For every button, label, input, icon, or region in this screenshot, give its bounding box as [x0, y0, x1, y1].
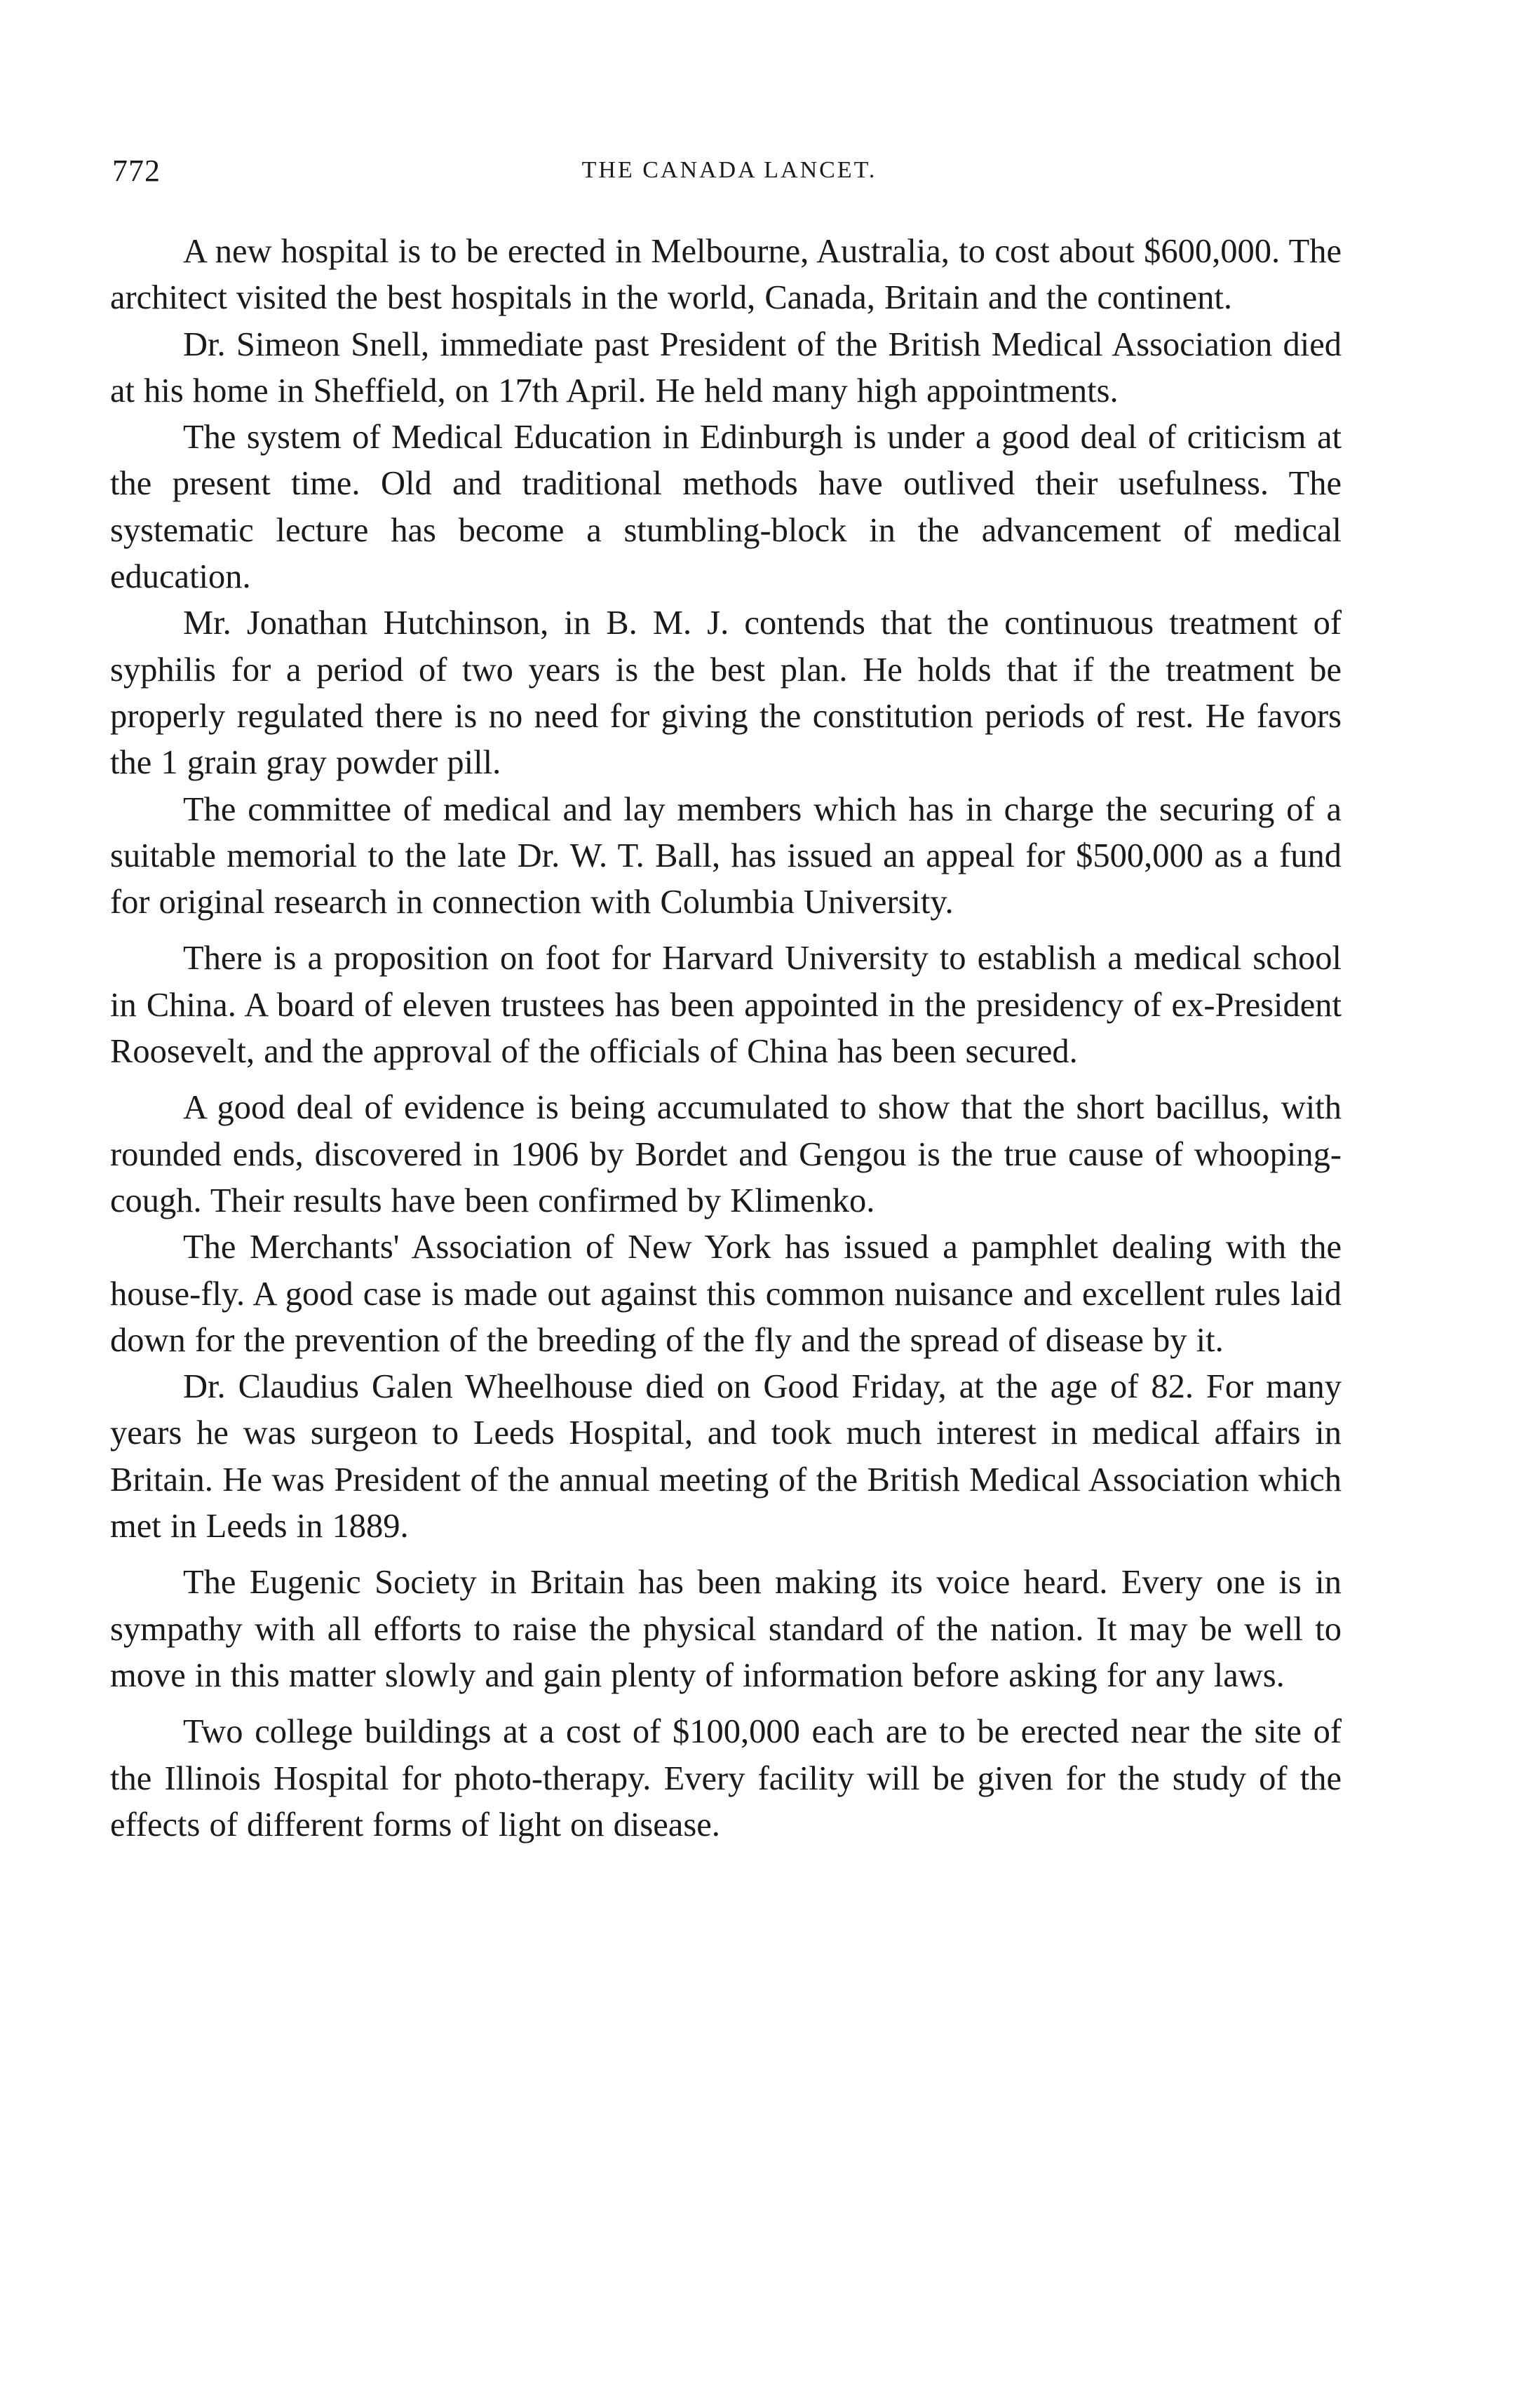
- paragraph-wheelhouse: Dr. Claudius Galen Wheelhouse died on Good Friday, at the age of 82. For many years he was surgeon to Leeds Hospital, and took much interest in medical affairs in Britain. He was President of the annual meeting of the British Medical Association which met in Leeds in 1889.: [110, 1368, 1342, 1545]
- page-number: 772: [112, 154, 161, 188]
- paragraph-house-fly: The Merchants' Association of New York has issued a pamphlet dealing with the house-fly. A good case is made out against this common nuisance and excellent rules laid down for the prevention of the breeding of the fly and the spread of disease by it.: [110, 1229, 1342, 1359]
- article-body: [110, 229, 1342, 1848]
- paragraph-simeon-snell: Dr. Simeon Snell, immediate past President of the British Medical Association died at his home in Sheffield, on 17th April. He held many high appointments.: [110, 325, 1342, 410]
- paragraph-eugenic-society: The Eugenic Society in Britain has been making its voice heard. Every one is in sympathy with all efforts to raise the physical standard of the nation. It may be well to move in this matter slowly and gain plenty of information before asking for any laws.: [110, 1564, 1342, 1694]
- paragraph-hutchinson-syphilis: Mr. Jonathan Hutchinson, in B. M. J. contends that the continuous treatment of syphilis for a period of two years is the best plan. He holds that if the treatment be properly regulated there is no need for giving the constitution periods of rest. He favors the 1 grain gray powder pill.: [110, 604, 1342, 782]
- paragraph-edinburgh-education: The system of Medical Education in Edinburgh is under a good deal of criticism at the present time. Old and traditional methods have outlived their usefulness. The systematic lecture has become a stumbling-block in the advancement of medical education.: [110, 419, 1342, 596]
- paragraph-whooping-cough: A good deal of evidence is being accumulated to show that the short bacillus, with rounded ends, discovered in 1906 by Bordet and Gengou is the true cause of whooping-cough. Their results have been confirmed by Klimenko.: [110, 1089, 1342, 1219]
- paragraph-ball-memorial: The committee of medical and lay members which has in charge the securing of a suitable memorial to the late Dr. W. T. Ball, has issued an appeal for $500,000 as a fund for original research in connection with Columbia University.: [110, 790, 1342, 921]
- running-title: THE CANADA LANCET.: [581, 157, 877, 183]
- running-head: [112, 153, 1346, 195]
- paragraph-illinois-hospital: Two college buildings at a cost of $100,000 each are to be erected near the site of the Illinois Hospital for photo-therapy. Every facility will be given for the study of the effects of different forms of light on disease.: [110, 1713, 1342, 1844]
- paragraph-harvard-china: There is a proposition on foot for Harvard University to establish a medical school in China. A board of eleven trustees has been appointed in the presidency of ex-President Roosevelt, and the approval of the officials of China has been secured.: [110, 940, 1342, 1071]
- paragraph-melbourne-hospital: A new hospital is to be erected in Melbourne, Australia, to cost about $600,000. The architect visited the best hospitals in the world, Canada, Britain and the continent.: [110, 233, 1342, 317]
